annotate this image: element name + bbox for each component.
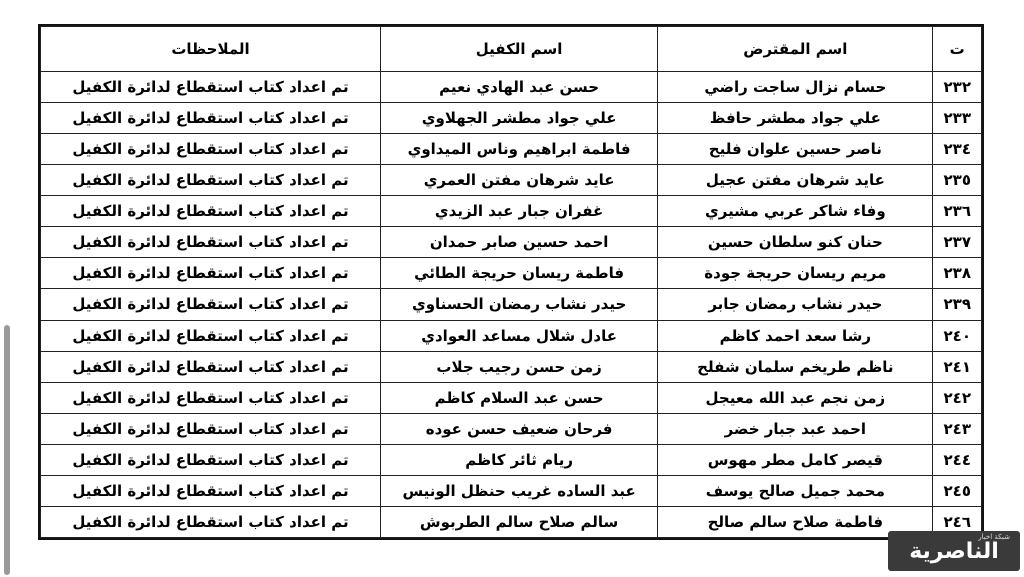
- row-number: ٢٣٥: [933, 165, 982, 196]
- row-number: ٢٤٣: [933, 413, 982, 444]
- row-note: تم اعداد كتاب استقطاع لدائرة الكفيل: [41, 351, 381, 382]
- row-note: تم اعداد كتاب استقطاع لدائرة الكفيل: [41, 134, 381, 165]
- row-number: ٢٣٨: [933, 258, 982, 289]
- table-row: [41, 165, 982, 196]
- guarantor-name: حسن عبد السلام كاظم: [381, 382, 658, 413]
- guarantor-name: عبد الساده غريب حنظل الونيس: [381, 475, 658, 506]
- borrower-name: ناظم طريخم سلمان شفلح: [658, 351, 933, 382]
- borrower-name: حسام نزال ساجت راضي: [658, 72, 933, 103]
- guarantor-name: علي جواد مطشر الجهلاوي: [381, 103, 658, 134]
- borrower-name: زمن نجم عبد الله معيجل: [658, 382, 933, 413]
- guarantor-table: [40, 26, 982, 538]
- table-row: [41, 258, 982, 289]
- borrower-name: رشا سعد احمد كاظم: [658, 320, 933, 351]
- guarantor-name: حيدر نشاب رمضان الحسناوي: [381, 289, 658, 320]
- table-row: [41, 227, 982, 258]
- header-borrower: اسم المقترض: [658, 27, 933, 72]
- borrower-name: عايد شرهان مفتن عجيل: [658, 165, 933, 196]
- table-row: [41, 289, 982, 320]
- borrower-name: وفاء شاكر عربي مشيري: [658, 196, 933, 227]
- table-row: [41, 134, 982, 165]
- guarantor-name: غفران جبار عبد الزيدي: [381, 196, 658, 227]
- row-note: تم اعداد كتاب استقطاع لدائرة الكفيل: [41, 165, 381, 196]
- table-row: [41, 506, 982, 537]
- table-row: [41, 196, 982, 227]
- row-note: تم اعداد كتاب استقطاع لدائرة الكفيل: [41, 103, 381, 134]
- table-row: [41, 103, 982, 134]
- borrower-name: مريم ريسان حريجة جودة: [658, 258, 933, 289]
- borrower-name: فاطمة صلاح سالم صالح: [658, 506, 933, 537]
- table-row: [41, 320, 982, 351]
- row-number: ٢٤١: [933, 351, 982, 382]
- row-number: ٢٤٤: [933, 444, 982, 475]
- row-note: تم اعداد كتاب استقطاع لدائرة الكفيل: [41, 289, 381, 320]
- header-number: ت: [933, 27, 982, 72]
- guarantor-name: عايد شرهان مفتن العمري: [381, 165, 658, 196]
- row-note: تم اعداد كتاب استقطاع لدائرة الكفيل: [41, 227, 381, 258]
- row-number: ٢٤٢: [933, 382, 982, 413]
- row-number: ٢٣٩: [933, 289, 982, 320]
- borrower-name: ناصر حسين علوان فليح: [658, 134, 933, 165]
- guarantor-name: فاطمة ابراهيم وناس الميداوي: [381, 134, 658, 165]
- borrower-name: حنان كنو سلطان حسين: [658, 227, 933, 258]
- scrollbar[interactable]: [4, 325, 10, 575]
- header-notes: الملاحظات: [41, 27, 381, 72]
- table-row: [41, 413, 982, 444]
- borrower-name: احمد عبد جبار خضر: [658, 413, 933, 444]
- document-sheet: [38, 24, 984, 540]
- row-note: تم اعداد كتاب استقطاع لدائرة الكفيل: [41, 72, 381, 103]
- row-note: تم اعداد كتاب استقطاع لدائرة الكفيل: [41, 320, 381, 351]
- table-row: [41, 351, 982, 382]
- guarantor-name: فاطمة ريسان حريجة الطائي: [381, 258, 658, 289]
- guarantor-name: عادل شلال مساعد العوادي: [381, 320, 658, 351]
- row-note: تم اعداد كتاب استقطاع لدائرة الكفيل: [41, 475, 381, 506]
- header-row: [41, 27, 982, 72]
- guarantor-name: سالم صلاح سالم الطربوش: [381, 506, 658, 537]
- row-note: تم اعداد كتاب استقطاع لدائرة الكفيل: [41, 258, 381, 289]
- table-row: [41, 72, 982, 103]
- table-row: [41, 475, 982, 506]
- row-number: ٢٣٧: [933, 227, 982, 258]
- table-row: [41, 444, 982, 475]
- borrower-name: حيدر نشاب رمضان جابر: [658, 289, 933, 320]
- row-note: تم اعداد كتاب استقطاع لدائرة الكفيل: [41, 413, 381, 444]
- header-guarantor: اسم الكفيل: [381, 27, 658, 72]
- row-number: ٢٤٦: [933, 506, 982, 537]
- guarantor-name: احمد حسين صابر حمدان: [381, 227, 658, 258]
- row-number: ٢٣٢: [933, 72, 982, 103]
- watermark-text: الناصرية: [909, 538, 999, 564]
- row-number: ٢٤٠: [933, 320, 982, 351]
- row-note: تم اعداد كتاب استقطاع لدائرة الكفيل: [41, 506, 381, 537]
- guarantor-name: ريام ثائر كاظم: [381, 444, 658, 475]
- row-note: تم اعداد كتاب استقطاع لدائرة الكفيل: [41, 196, 381, 227]
- row-number: ٢٤٥: [933, 475, 982, 506]
- watermark-logo: [888, 531, 1020, 571]
- guarantor-name: فرحان ضعيف حسن عوده: [381, 413, 658, 444]
- guarantor-name: زمن حسن رجيب جلاب: [381, 351, 658, 382]
- guarantor-name: حسن عبد الهادي نعيم: [381, 72, 658, 103]
- row-number: ٢٣٣: [933, 103, 982, 134]
- row-number: ٢٣٤: [933, 134, 982, 165]
- borrower-name: قيصر كامل مطر مهوس: [658, 444, 933, 475]
- row-note: تم اعداد كتاب استقطاع لدائرة الكفيل: [41, 382, 381, 413]
- row-number: ٢٣٦: [933, 196, 982, 227]
- borrower-name: علي جواد مطشر حافظ: [658, 103, 933, 134]
- borrower-name: محمد جميل صالح يوسف: [658, 475, 933, 506]
- table-row: [41, 382, 982, 413]
- watermark-sub: شبكة اخبار: [978, 533, 1010, 541]
- row-note: تم اعداد كتاب استقطاع لدائرة الكفيل: [41, 444, 381, 475]
